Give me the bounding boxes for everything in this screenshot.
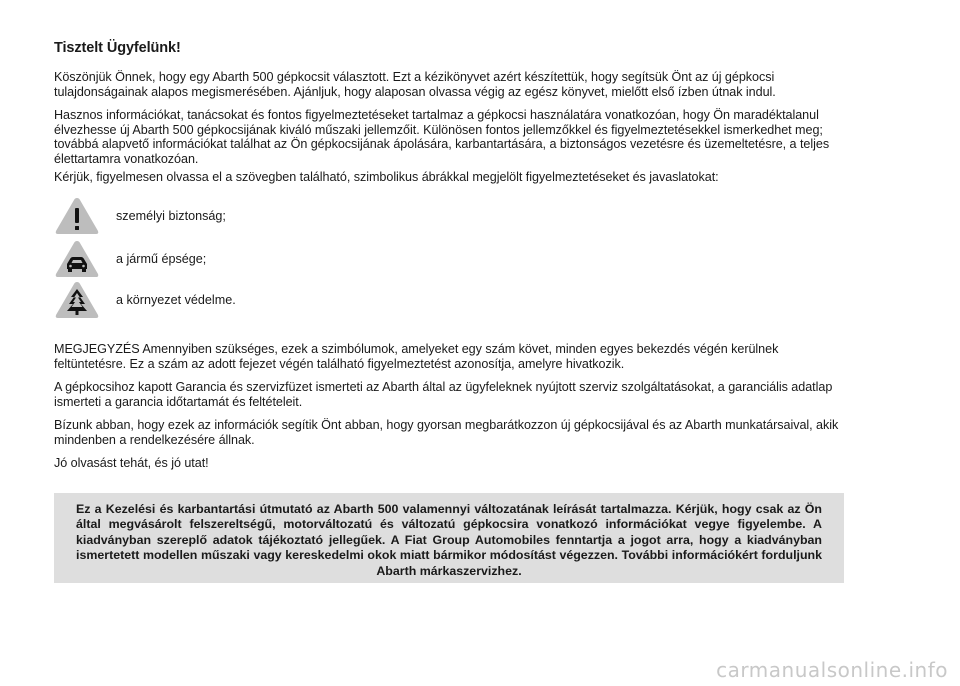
closing-paragraph: Bízunk abban, hogy ezek az információk segítik Önt abban, hogy gyorsan megbarátkozzon új gépkocsijával és az Abarth munkatársaival, akik mindenben a rendelkezésére állnak. xyxy=(54,418,839,447)
intro-paragraph: Köszönjük Önnek, hogy egy Abarth 500 gépkocsit választott. Ezt a kézikönyvet azért készítettük, hogy segítsük Önt az új gépkocsi tulajdonságainak alapos megismerésében. Ajánljuk, hogy alaposan olvassa végig az egész könyvet, mielőtt első ízben útnak indul. xyxy=(54,70,776,99)
warranty-paragraph: A gépkocsihoz kapott Garancia és szervizfüzet ismerteti az Abarth által az ügyfeleknek nyújtott szerviz szolgáltatásokat, a garanciális adatlap ismerteti a garancia időtartamát és feltételeit. xyxy=(54,380,833,409)
symbols-intro-paragraph: Kérjük, figyelmesen olvassa el a szövegben található, szimbolikus ábrákkal megjelölt figyelmeztetéseket és javaslatokat: xyxy=(54,170,719,184)
note-paragraph: MEGJEGYZÉS Amennyiben szükséges, ezek a szimbólumok, amelyeket egy szám követ, minden egyes bekezdés végén kerülnek feltüntetésre. Ez a szám az adott fejezet végén található figyelmeztetést azonosítja, amelyre hivatkozik. xyxy=(54,342,779,371)
page-heading: Tisztelt Ügyfelünk! xyxy=(54,40,181,56)
exclamation-warning-icon xyxy=(54,196,100,236)
symbol-row-vehicle xyxy=(54,239,454,279)
info-paragraph: Hasznos információkat, tanácsokat és fontos figyelmeztetéseket tartalmaz a gépkocsi használatára vonatkozóan, hogy Ön maradéktalanul élvezhesse új Abarth 500 gépkocsijának kiváló műszaki jellemzőit. Különösen fontos jellemzőkkel és figyelmeztetésekkel ismerkedhet meg; továbbá alapvető információkat találhat az Ön gépkocsijának ápolására, karbantartására, a biztonságos vezetésre és üzemeltetésre, a teljes élettartamra vonatkozóan. xyxy=(54,108,830,166)
symbol-label: a környezet védelme. xyxy=(116,293,236,307)
notice-box: Ez a Kezelési és karbantartási útmutató az Abarth 500 valamennyi változatának leírását tartalmazza. Kérjük, hogy csak az Ön által megvásárolt felszereltségű, motorváltozatú és változatú gépkocsira vonatkozó információkat vegye figyelembe. A kiadványban szereplő adatok tájékoztató jellegűek. A Fiat Group Automobiles fenntartja a jogot arra, hogy a kiadványban ismertetett modellen műszaki vagy kereskedelmi okok miatt bármikor módosítást végezzen. További információkért forduljunk Abarth márkaszervizhez. xyxy=(54,493,844,583)
symbol-row-environment xyxy=(54,280,454,320)
symbol-row-personal-safety xyxy=(54,196,454,236)
symbol-label: a jármű épsége; xyxy=(116,252,207,266)
farewell-paragraph: Jó olvasást tehát, és jó utat! xyxy=(54,456,209,470)
tree-warning-icon xyxy=(54,280,100,320)
watermark-footer: carmanualsonline.info xyxy=(716,658,948,682)
symbol-label: személyi biztonság; xyxy=(116,209,226,223)
car-warning-icon xyxy=(54,239,100,279)
